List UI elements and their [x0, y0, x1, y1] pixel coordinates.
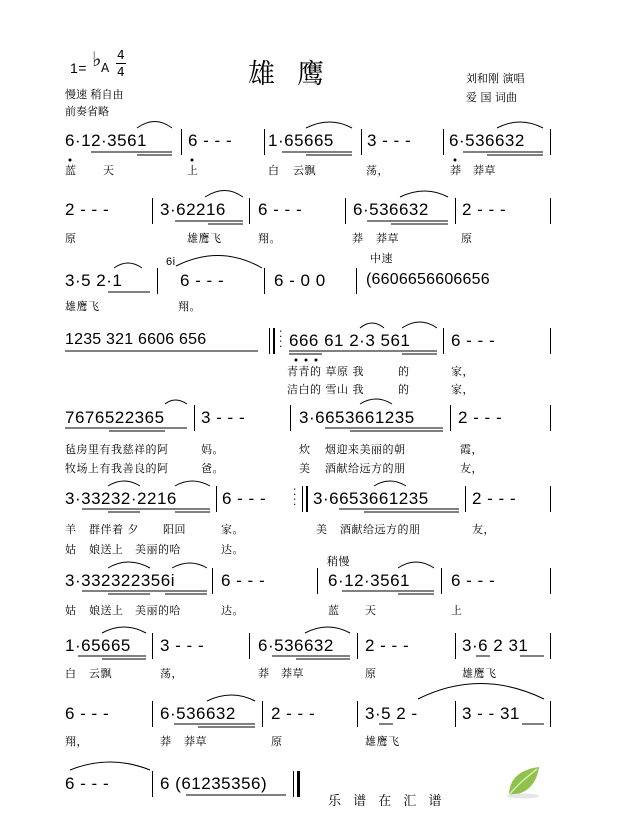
lyric: 家，	[451, 383, 474, 396]
lyric: 烟迎来美丽的朝	[325, 443, 406, 456]
lyric: 娘送上	[89, 604, 124, 617]
repeat-dots: : :	[293, 484, 297, 508]
measure-notes: 3 - - -	[367, 131, 412, 150]
measure-notes: 3·6653661235	[313, 489, 429, 508]
lyric: 莽草	[184, 735, 207, 748]
lyric: 天	[103, 164, 115, 177]
measure-notes: 6 - - -	[258, 200, 303, 219]
measure-notes: 6 - - -	[65, 774, 110, 793]
leaf-logo	[503, 765, 543, 799]
lyric: 美	[299, 462, 311, 475]
lyric: 阳回	[163, 523, 186, 536]
lyric: 家。	[221, 523, 244, 536]
lyric: 荡，	[366, 164, 389, 177]
lyric: 友，	[460, 462, 483, 475]
lyric: 雄鹰飞	[187, 232, 222, 245]
lyric: 洁白的 雪山 我	[287, 383, 364, 396]
measure-notes: 6 - - -	[221, 571, 266, 590]
lyric: 的	[398, 383, 410, 396]
measure-notes: 2 - - -	[462, 200, 507, 219]
lyric: 达。	[221, 543, 244, 556]
lyric: 蓝	[328, 604, 340, 617]
key-letter: A	[101, 61, 110, 75]
lyric: 美丽的哈	[135, 604, 181, 617]
measure-notes: 1·65665	[65, 636, 131, 655]
measure-notes: 6 - - -	[222, 489, 267, 508]
lyric: 家，	[451, 365, 474, 378]
lyric: 天	[365, 604, 377, 617]
measure-notes: 3·62216	[160, 200, 226, 219]
lyric: 云飘	[89, 667, 112, 680]
lyric: 莽草	[281, 667, 304, 680]
measure-notes: 6·536632	[258, 636, 334, 655]
lyric: 雄鹰飞	[65, 300, 100, 313]
lyric: 群伴着 夕	[89, 523, 139, 536]
lyric: 毡房里有我慈祥的阿	[65, 443, 169, 456]
measure-notes: 6·12·3561	[328, 571, 411, 590]
lyric: 的	[398, 365, 410, 378]
lyric: 莽	[258, 667, 270, 680]
singer-credit: 刘和刚 演唱	[466, 72, 525, 85]
lyric: 姑	[65, 543, 77, 556]
lyric: 原	[271, 735, 283, 748]
measure-notes: 3·332322356i	[65, 571, 175, 590]
measure-notes: 6 - - -	[451, 571, 496, 590]
lyric: 莽	[352, 232, 364, 245]
measure-notes: 7676522365	[65, 408, 165, 427]
measure-notes: 666 61 2·3 561	[289, 331, 411, 350]
lyric: 上	[451, 604, 463, 617]
lyric: 翔。	[178, 300, 201, 313]
lyric: 翔，	[65, 735, 88, 748]
lyric: 美丽的哈	[135, 543, 181, 556]
measure-notes: 3·6653661235	[299, 408, 415, 427]
lyric: 原	[461, 232, 473, 245]
measure-notes: 6 - 0 0	[274, 271, 326, 290]
lyric: 莽	[450, 164, 462, 177]
tempo-mark: 中速	[370, 252, 393, 265]
lyric: 荡，	[160, 667, 183, 680]
time-signature-bottom: 4	[117, 65, 125, 79]
measure-notes: 6·12·3561	[65, 131, 148, 150]
measure-notes: 2 - - -	[65, 200, 110, 219]
measure-notes: 2 - - -	[365, 636, 410, 655]
measure-notes: 6 - - -	[180, 271, 225, 290]
measure-notes: 1235 321 6606 656	[65, 331, 207, 348]
measure-notes: 3 - - -	[160, 636, 205, 655]
lyric: 酒献给远方的朋	[340, 523, 421, 536]
lyric: 妈。	[201, 443, 224, 456]
intro-note: 前奏省略	[65, 105, 109, 118]
measure-notes: 3·33232·2216	[65, 489, 177, 508]
measure-notes: 6·536632	[449, 131, 525, 150]
lyric: 上	[187, 164, 199, 177]
lyric: 炊	[299, 443, 311, 456]
measure-notes: 6 - - -	[188, 131, 233, 150]
measure-notes: 6·536632	[160, 704, 236, 723]
measure-notes: 3·5 2·1	[65, 271, 123, 290]
grace-notes: 6i	[166, 256, 176, 268]
lyric: 爸。	[201, 462, 224, 475]
lyric: 白	[268, 164, 280, 177]
lyric: 羊	[65, 523, 77, 536]
lyric: 白	[65, 667, 77, 680]
lyric: 原	[365, 667, 377, 680]
measure-notes: 2 - - -	[472, 489, 517, 508]
measure-notes: 3 - - -	[201, 408, 246, 427]
measure-notes: 3·5 2 -	[365, 704, 418, 723]
lyric: 达。	[221, 604, 244, 617]
key-prefix: 1=	[70, 60, 87, 76]
lyric: 霞，	[460, 443, 483, 456]
lyric: 莽	[160, 735, 172, 748]
lyric: 雄鹰飞	[365, 735, 400, 748]
lyric: 翔。	[258, 232, 281, 245]
lyric: 酒献给远方的朋	[325, 462, 406, 475]
measure-notes: 6·536632	[353, 200, 429, 219]
measure-notes: 3·6 2 31	[462, 636, 529, 655]
tempo-marking: 慢速 稍自由	[65, 88, 124, 101]
lyric: 友，	[472, 523, 495, 536]
lyric: 原	[65, 232, 77, 245]
time-signature-top: 4	[117, 48, 125, 62]
measure-notes: 2 - - -	[458, 408, 503, 427]
lyric: 莽草	[473, 164, 496, 177]
measure-notes: 6 - - -	[65, 704, 110, 723]
author-credit: 爱 国 词曲	[466, 91, 517, 104]
tempo-mark: 稍慢	[327, 555, 350, 568]
measure-notes: 1·65665	[268, 131, 334, 150]
lyric: 云飘	[293, 164, 316, 177]
lyric: 雄鹰飞	[462, 667, 497, 680]
measure-notes: (6606656606656	[366, 271, 490, 288]
key-flat: ♭	[92, 47, 102, 71]
watermark-text: 乐 谱 在 汇 谱	[328, 794, 446, 809]
measure-notes: 2 - - -	[271, 704, 316, 723]
measure-notes: 6 - - -	[451, 331, 496, 350]
lyric: 美	[316, 523, 328, 536]
lyric: 莽草	[376, 232, 399, 245]
measure-notes: 3 - - 31	[462, 704, 520, 723]
lyric: 牧场上有我善良的阿	[65, 462, 169, 475]
lyric: 青青的 草原 我	[287, 365, 364, 378]
lyric: 娘送上	[89, 543, 124, 556]
repeat-dots: : :	[279, 326, 283, 350]
measure-notes: 6 (61235356)	[160, 774, 268, 793]
lyric: 蓝	[65, 164, 77, 177]
lyric: 姑	[65, 604, 77, 617]
page-title: 雄鹰	[248, 59, 346, 90]
